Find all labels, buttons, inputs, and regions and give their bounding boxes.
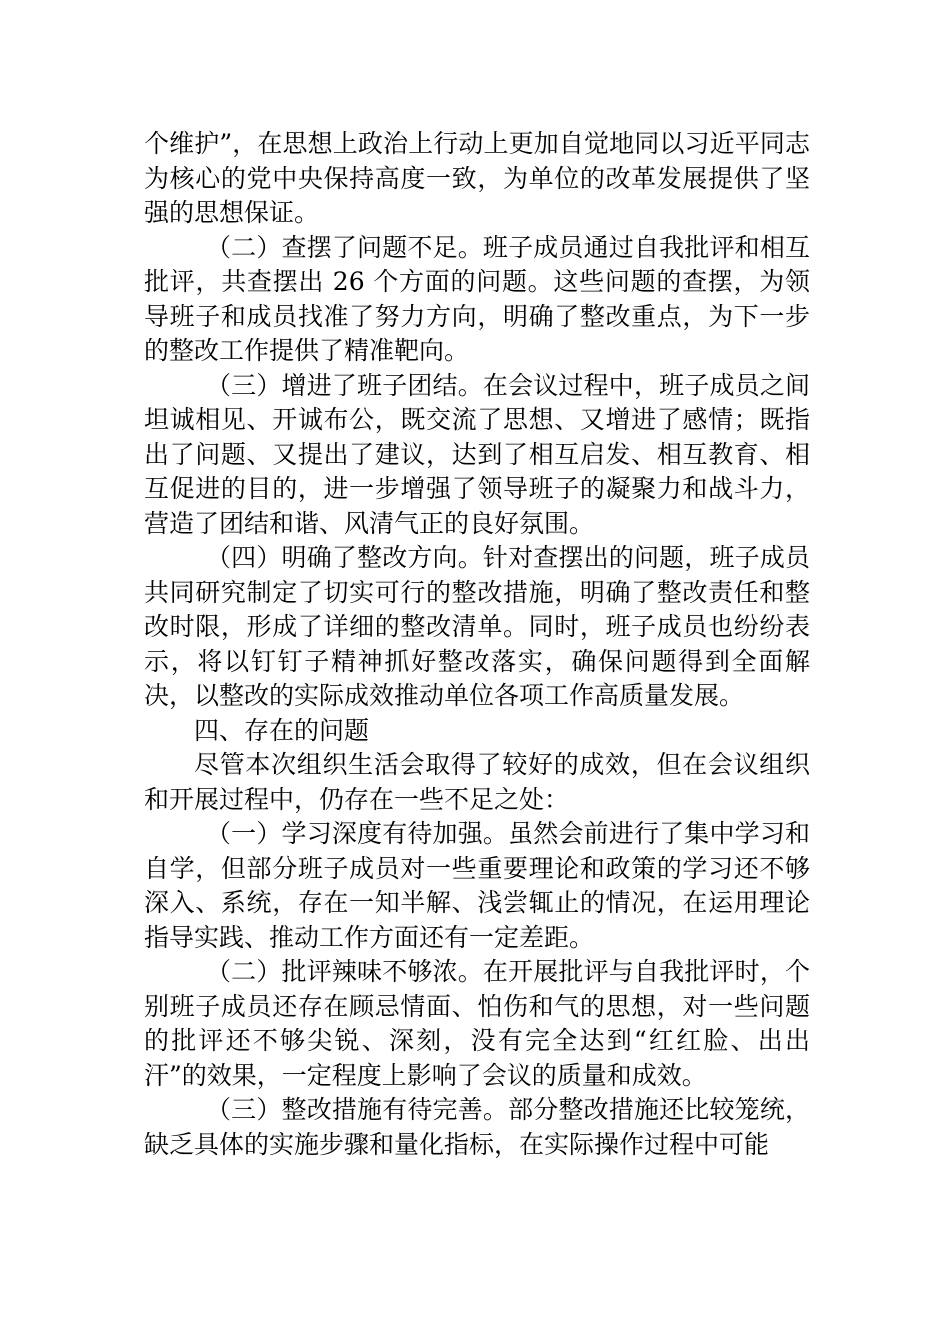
paragraph-problem-1: （一）学习深度有待加强。虽然会前进行了集中学习和自学，但部分班子成员对一些重要理论和政策的学习还不够深入、系统，存在一知半解、浅尝辄止的情况，在运用理论指导实践、推动工作方面还有一定差距。 (144, 819, 810, 952)
paragraph-continued: 个维护”，在思想上政治上行动上更加自觉地同以习近平同志为核心的党中央保持高度一致，为单位的改革发展提供了坚强的思想保证。 (144, 129, 810, 227)
paragraph-item-4: （四）明确了整改方向。针对查摆出的问题，班子成员共同研究制定了切实可行的整改措施，明确了整改责任和整改时限，形成了详细的整改清单。同时，班子成员也纷纷表示，将以钉钉子精神抓好整改落实，确保问题得到全面解决，以整改的实际成效推动单位各项工作高质量发展。 (144, 543, 810, 710)
paragraph-problem-2: （二）批评辣味不够浓。在开展批评与自我批评时，个别班子成员还存在顾忌情面、怕伤和气的思想，对一些问题的批评还不够尖锐、深刻，没有完全达到“红红脸、出出汗”的效果，一定程度上影响了会议的质量和成效。 (144, 957, 810, 1090)
paragraph-problem-3: （三）整改措施有待完善。部分整改措施还比较笼统，缺乏具体的实施步骤和量化指标，在实际操作过程中可能 (144, 1095, 810, 1159)
paragraph-item-2: （二）查摆了问题不足。班子成员通过自我批评和相互批评，共查摆出 26 个方面的问题。这些问题的查摆，为领导班子和成员找准了努力方向，明确了整改重点，为下一步的整改工作提供了精准靶向。 (144, 232, 810, 365)
document-body (144, 127, 810, 1162)
paragraph-item-3: （三）增进了班子团结。在会议过程中，班子成员之间坦诚相见、开诚布公，既交流了思想、又增进了感情；既指出了问题、又提出了建议，达到了相互启发、相互教育、相互促进的目的，进一步增强了领导班子的凝聚力和战斗力，营造了团结和谐、风清气正的良好氛围。 (144, 370, 810, 538)
section-heading: 四、存在的问题 (194, 715, 370, 745)
paragraph-intro: 尽管本次组织生活会取得了较好的成效，但在会议组织和开展过程中，仍存在一些不足之处： (144, 750, 810, 814)
